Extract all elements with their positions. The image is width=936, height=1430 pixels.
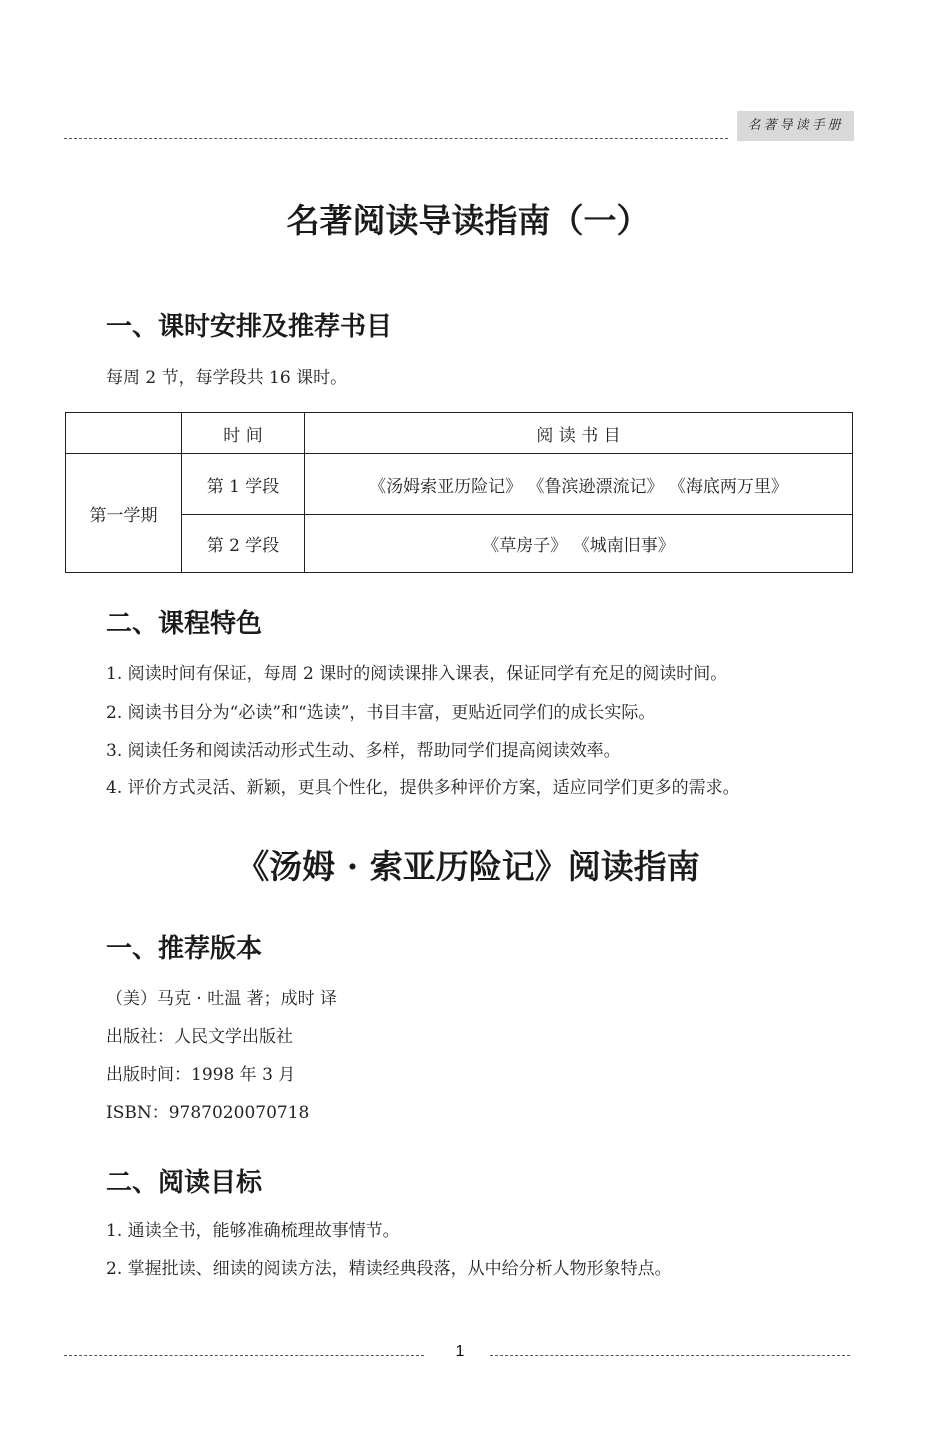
section-heading-features: 二、课程特色	[106, 609, 263, 639]
section-heading-goals: 二、阅读目标	[106, 1168, 263, 1198]
table-term-cell: 第一学期	[66, 454, 182, 573]
edition-author: （美）马克 · 吐温 著；成时 译	[106, 989, 338, 1009]
table-stage-cell: 第 1 学段	[182, 454, 305, 515]
goal-item: 2. 掌握批读、细读的阅读方法，精读经典段落，从中给分析人物形象特点。	[106, 1259, 672, 1279]
table-stage-cell: 第 2 学段	[182, 515, 305, 573]
section-heading-edition: 一、推荐版本	[106, 934, 263, 964]
edition-date: 出版时间：1998 年 3 月	[106, 1065, 296, 1085]
feature-item: 1. 阅读时间有保证，每周 2 课时的阅读课排入课表，保证同学有充足的阅读时间。	[106, 664, 728, 684]
footer-dashed-rule-right	[490, 1355, 850, 1356]
edition-publisher: 出版社：人民文学出版社	[106, 1027, 293, 1047]
table-header-time: 时 间	[182, 413, 305, 454]
goal-item: 1. 通读全书，能够准确梳理故事情节。	[106, 1221, 400, 1241]
table-books-cell: 《草房子》 《城南旧事》	[305, 515, 853, 573]
edition-isbn: ISBN：9787020070718	[106, 1103, 310, 1123]
feature-item: 3. 阅读任务和阅读活动形式生动、多样，帮助同学们提高阅读效率。	[106, 741, 621, 761]
schedule-intro: 每周 2 节，每学段共 16 课时。	[106, 368, 348, 388]
section-heading-schedule: 一、课时安排及推荐书目	[106, 312, 393, 342]
page-number: 1	[455, 1343, 465, 1360]
table-corner-cell	[66, 413, 182, 454]
feature-item: 2. 阅读书目分为“必读”和“选读”，书目丰富，更贴近同学们的成长实际。	[106, 703, 656, 723]
header-dashed-rule	[64, 138, 728, 139]
schedule-table	[65, 412, 853, 573]
guide-title: 《汤姆 · 索亚历险记》阅读指南	[236, 847, 700, 886]
page-title: 名著阅读导读指南（一）	[286, 201, 650, 240]
table-header-books: 阅 读 书 目	[305, 413, 853, 454]
header-book-tag: 名著导读手册	[737, 111, 854, 141]
footer-dashed-rule-left	[64, 1355, 424, 1356]
feature-item: 4. 评价方式灵活、新颖，更具个性化，提供多种评价方案，适应同学们更多的需求。	[106, 778, 740, 798]
table-books-cell: 《汤姆索亚历险记》 《鲁滨逊漂流记》 《海底两万里》	[305, 454, 853, 515]
